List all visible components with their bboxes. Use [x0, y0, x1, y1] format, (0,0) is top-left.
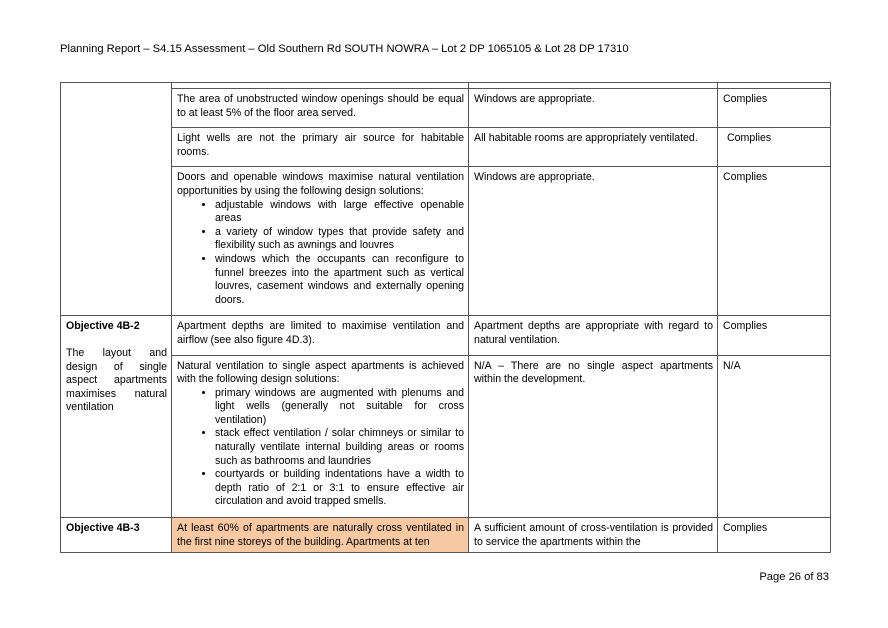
- list-item: • windows which the occupants can reconfigure to funnel breezes into the apartment such as vertical louvres, casement windows and externally opening doors.: [215, 253, 464, 307]
- list-item: • courtyards or building indentations have a width to depth ratio of 2:1 or 3:1 to ensure effective air circulation and avoid trapped smells.: [215, 468, 464, 509]
- response-cell: A sufficient amount of cross-ventilation is provided to service the apartments within the: [469, 518, 718, 553]
- response-cell: N/A – There are no single aspect apartments within the development.: [469, 355, 718, 518]
- status-cell: Complies: [718, 89, 831, 128]
- requirement-intro: Doors and openable windows maximise natural ventilation opportunities by using the following design solutions:: [177, 171, 464, 197]
- requirement-cell: Light wells are not the primary air source for habitable rooms.: [172, 128, 469, 167]
- table-row: [61, 89, 831, 128]
- table-row: [61, 355, 831, 518]
- requirement-cell: The area of unobstructed window openings should be equal to at least 5% of the floor area served.: [172, 89, 469, 128]
- highlighted-requirement: At least 60% of apartments are naturally cross ventilated in the first nine storeys of the building. Apartments at ten: [177, 522, 464, 548]
- list-item: • primary windows are augmented with plenums and light wells (generally not suitable for cross ventilation): [215, 387, 464, 428]
- table-row: [61, 518, 831, 553]
- assessment-table: [60, 82, 831, 553]
- requirement-cell: [172, 355, 469, 518]
- table-row: [61, 316, 831, 355]
- page-number: Page 26 of 83: [759, 571, 829, 583]
- status-cell: N/A: [718, 355, 831, 518]
- table-row: [61, 167, 831, 316]
- status-cell: Complies: [718, 167, 831, 316]
- list-item: • a variety of window types that provide safety and flexibility such as awnings and louvres: [215, 226, 464, 253]
- table-row: [61, 128, 831, 167]
- requirement-intro: Natural ventilation to single aspect apartments is achieved with the following design solutions:: [177, 359, 464, 386]
- objective-title: Objective 4B-3: [61, 518, 172, 553]
- requirement-cell: [172, 167, 469, 316]
- bullet-list: [177, 387, 464, 509]
- status-cell: Complies: [718, 316, 831, 355]
- bullet-list: [177, 199, 464, 308]
- response-cell: Apartment depths are appropriate with regard to natural ventilation.: [469, 316, 718, 355]
- list-item: • stack effect ventilation / solar chimneys or similar to naturally ventilate internal building areas or rooms such as bathrooms and laundries: [215, 427, 464, 468]
- requirement-cell-highlighted: [172, 518, 469, 553]
- requirement-cell: Apartment depths are limited to maximise ventilation and airflow (see also figure 4D.3).: [172, 316, 469, 355]
- list-item: • adjustable windows with large effective openable areas: [215, 199, 464, 226]
- response-cell: Windows are appropriate.: [469, 89, 718, 128]
- response-cell: All habitable rooms are appropriately ventilated.: [469, 128, 718, 167]
- status-cell: Complies: [718, 128, 831, 167]
- objective-cell: [61, 316, 172, 518]
- page-header: Planning Report – S4.15 Assessment – Old Southern Rd SOUTH NOWRA – Lot 2 DP 1065105 & Lot 28 DP 17310: [60, 43, 629, 55]
- objective-title: Objective 4B-2: [66, 320, 140, 333]
- objective-description: The layout and design of single aspect apartments maximises natural ventilation: [66, 346, 167, 414]
- response-cell: Windows are appropriate.: [469, 167, 718, 316]
- status-cell: Complies: [718, 518, 831, 553]
- objective-cell: [61, 83, 172, 316]
